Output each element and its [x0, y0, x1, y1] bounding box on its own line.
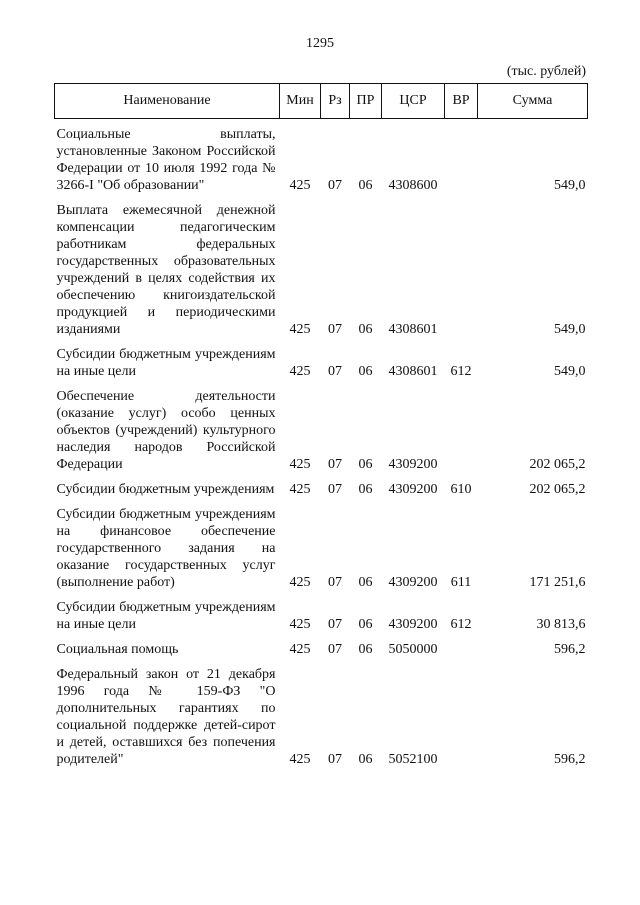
row-csr: 4309200 — [388, 575, 438, 590]
row-vr: 611 — [450, 575, 472, 590]
row-rz: 07 — [328, 752, 342, 767]
row-vr — [445, 197, 478, 341]
table-row — [55, 119, 588, 198]
row-name: Федеральный закон от 21 декабря 1996 года № 159-ФЗ "О дополнительных гарантиях по социальной поддержке детей-сирот и детей, оставшихся без попечения родителей" — [56, 667, 276, 767]
table-row — [55, 197, 588, 341]
row-csr: 4309200 — [388, 617, 438, 632]
row-name: Выплата ежемесячной денежной компенсации педагогическим работникам федеральных государственных образовательных учреждений в целях содействия их обеспечению книгоиздательской продукцией и периодическими изданиями — [56, 203, 276, 337]
row-vr — [445, 119, 478, 198]
row-sum: 202 065,2 — [529, 482, 586, 497]
header-min: Мин — [280, 84, 321, 119]
row-name: Субсидии бюджетным учреждениям — [56, 482, 275, 497]
row-min: 425 — [289, 178, 311, 193]
header-name: Наименование — [55, 84, 280, 119]
row-pr: 06 — [358, 457, 373, 472]
header-sum: Сумма — [478, 84, 588, 119]
header-vr: ВР — [445, 84, 478, 119]
row-vr — [445, 383, 478, 476]
row-sum: 596,2 — [554, 642, 586, 657]
row-csr: 4308600 — [388, 178, 438, 193]
header-rz: Рз — [321, 84, 350, 119]
row-rz: 07 — [328, 364, 342, 379]
table-row — [55, 661, 588, 771]
row-pr: 06 — [358, 364, 373, 379]
table-row — [55, 501, 588, 594]
row-sum: 171 251,6 — [529, 575, 586, 590]
row-pr: 06 — [358, 482, 373, 497]
row-pr: 06 — [358, 575, 373, 590]
row-min: 425 — [289, 482, 311, 497]
row-pr: 06 — [358, 178, 373, 193]
row-name: Субсидии бюджетным учреждениям на иные цели — [56, 600, 276, 632]
table-row — [55, 341, 588, 383]
row-min: 425 — [289, 617, 311, 632]
budget-table — [54, 83, 588, 771]
row-rz: 07 — [328, 642, 342, 657]
row-csr: 4308601 — [388, 364, 438, 379]
row-csr: 4309200 — [388, 457, 438, 472]
table-row — [55, 383, 588, 476]
row-vr — [445, 636, 478, 661]
row-rz: 07 — [328, 617, 342, 632]
row-csr: 5052100 — [388, 752, 438, 767]
row-min: 425 — [289, 364, 311, 379]
row-name: Социальные выплаты, установленные Законом Российской Федерации от 10 июля 1992 года № 3266-I "Об образовании" — [56, 127, 276, 193]
row-rz: 07 — [328, 457, 342, 472]
row-sum: 202 065,2 — [529, 457, 586, 472]
row-sum: 549,0 — [554, 322, 586, 337]
header-csr: ЦСР — [382, 84, 445, 119]
row-pr: 06 — [358, 322, 373, 337]
row-pr: 06 — [358, 617, 373, 632]
row-sum: 549,0 — [554, 364, 586, 379]
row-csr: 4309200 — [388, 482, 438, 497]
row-name: Социальная помощь — [56, 642, 179, 657]
table-row — [55, 476, 588, 501]
page-number: 1295 — [306, 36, 334, 51]
row-min: 425 — [289, 575, 311, 590]
row-sum: 549,0 — [554, 178, 586, 193]
row-vr — [445, 661, 478, 771]
row-csr: 5050000 — [388, 642, 438, 657]
table-header-row — [55, 84, 588, 119]
row-name: Обеспечение деятельности (оказание услуг) особо ценных объектов (учреждений) культурного наследия народов Российской Федерации — [56, 389, 276, 472]
row-name: Субсидии бюджетным учреждениям на иные цели — [56, 347, 276, 379]
row-min: 425 — [289, 642, 311, 657]
row-csr: 4308601 — [388, 322, 438, 337]
row-vr: 612 — [450, 364, 472, 379]
row-rz: 07 — [328, 178, 342, 193]
row-min: 425 — [289, 457, 311, 472]
row-pr: 06 — [358, 642, 373, 657]
row-rz: 07 — [328, 322, 342, 337]
row-sum: 30 813,6 — [536, 617, 586, 632]
row-rz: 07 — [328, 575, 342, 590]
row-rz: 07 — [328, 482, 342, 497]
table-row — [55, 594, 588, 636]
row-min: 425 — [289, 752, 311, 767]
row-name: Субсидии бюджетным учреждениям на финансовое обеспечение государственного задания на оказание государственных услуг (выполнение работ) — [56, 507, 276, 590]
header-pr: ПР — [350, 84, 382, 119]
row-sum: 596,2 — [554, 752, 586, 767]
table-row — [55, 636, 588, 661]
row-vr: 612 — [450, 617, 472, 632]
units-label: (тыс. рублей) — [506, 64, 586, 79]
row-pr: 06 — [358, 752, 373, 767]
row-vr: 610 — [450, 482, 472, 497]
row-min: 425 — [289, 322, 311, 337]
